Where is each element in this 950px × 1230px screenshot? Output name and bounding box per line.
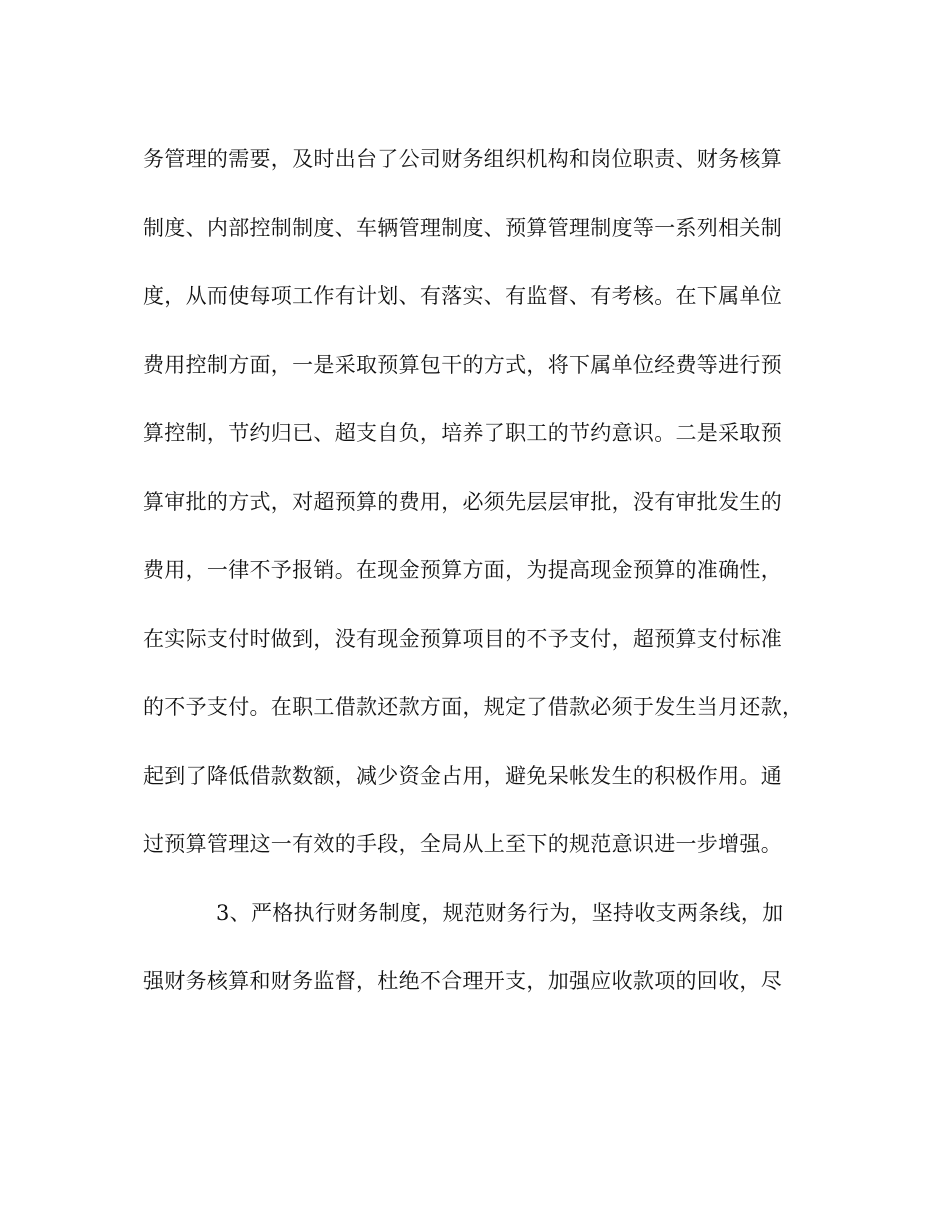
text-line: 的不予支付。在职工借款还款方面，规定了借款必须于发生当月还款， — [143, 695, 804, 719]
text-line: 过预算管理这一有效的手段，全局从上至下的规范意识进一步增强。 — [143, 832, 782, 856]
text-line: 算控制，节约归已、超支自负，培养了职工的节约意识。二是采取预 — [143, 421, 782, 445]
text-line: 费用，一律不予报销。在现金预算方面，为提高现金预算的准确性， — [143, 558, 782, 582]
text-line: 起到了降低借款数额，减少资金占用，避免呆帐发生的积极作用。通 — [143, 763, 782, 788]
text-line: 算审批的方式，对超预算的费用，必须先层层审批，没有审批发生的 — [143, 489, 782, 514]
text-line: 务管理的需要，及时出台了公司财务组织机构和岗位职责、财务核算 — [143, 147, 782, 171]
text-line: 度，从而使每项工作有计划、有落实、有监督、有考核。在下属单位 — [143, 284, 782, 308]
text-line: 费用控制方面，一是采取预算包干的方式，将下属单位经费等进行预 — [143, 352, 782, 377]
paragraph-start-line: 3、严格执行财务制度，规范财务行为，坚持收支两条线，加 — [216, 900, 784, 925]
text-line: 在实际支付时做到，没有现金预算项目的不予支付，超预算支付标准 — [143, 626, 782, 651]
text-line: 制度、内部控制制度、车辆管理制度、预算管理制度等一系列相关制 — [143, 215, 782, 240]
body-text — [143, 137, 813, 1028]
text-line: 强财务核算和财务监督，杜绝不合理开支，加强应收款项的回收，尽 — [143, 969, 782, 993]
